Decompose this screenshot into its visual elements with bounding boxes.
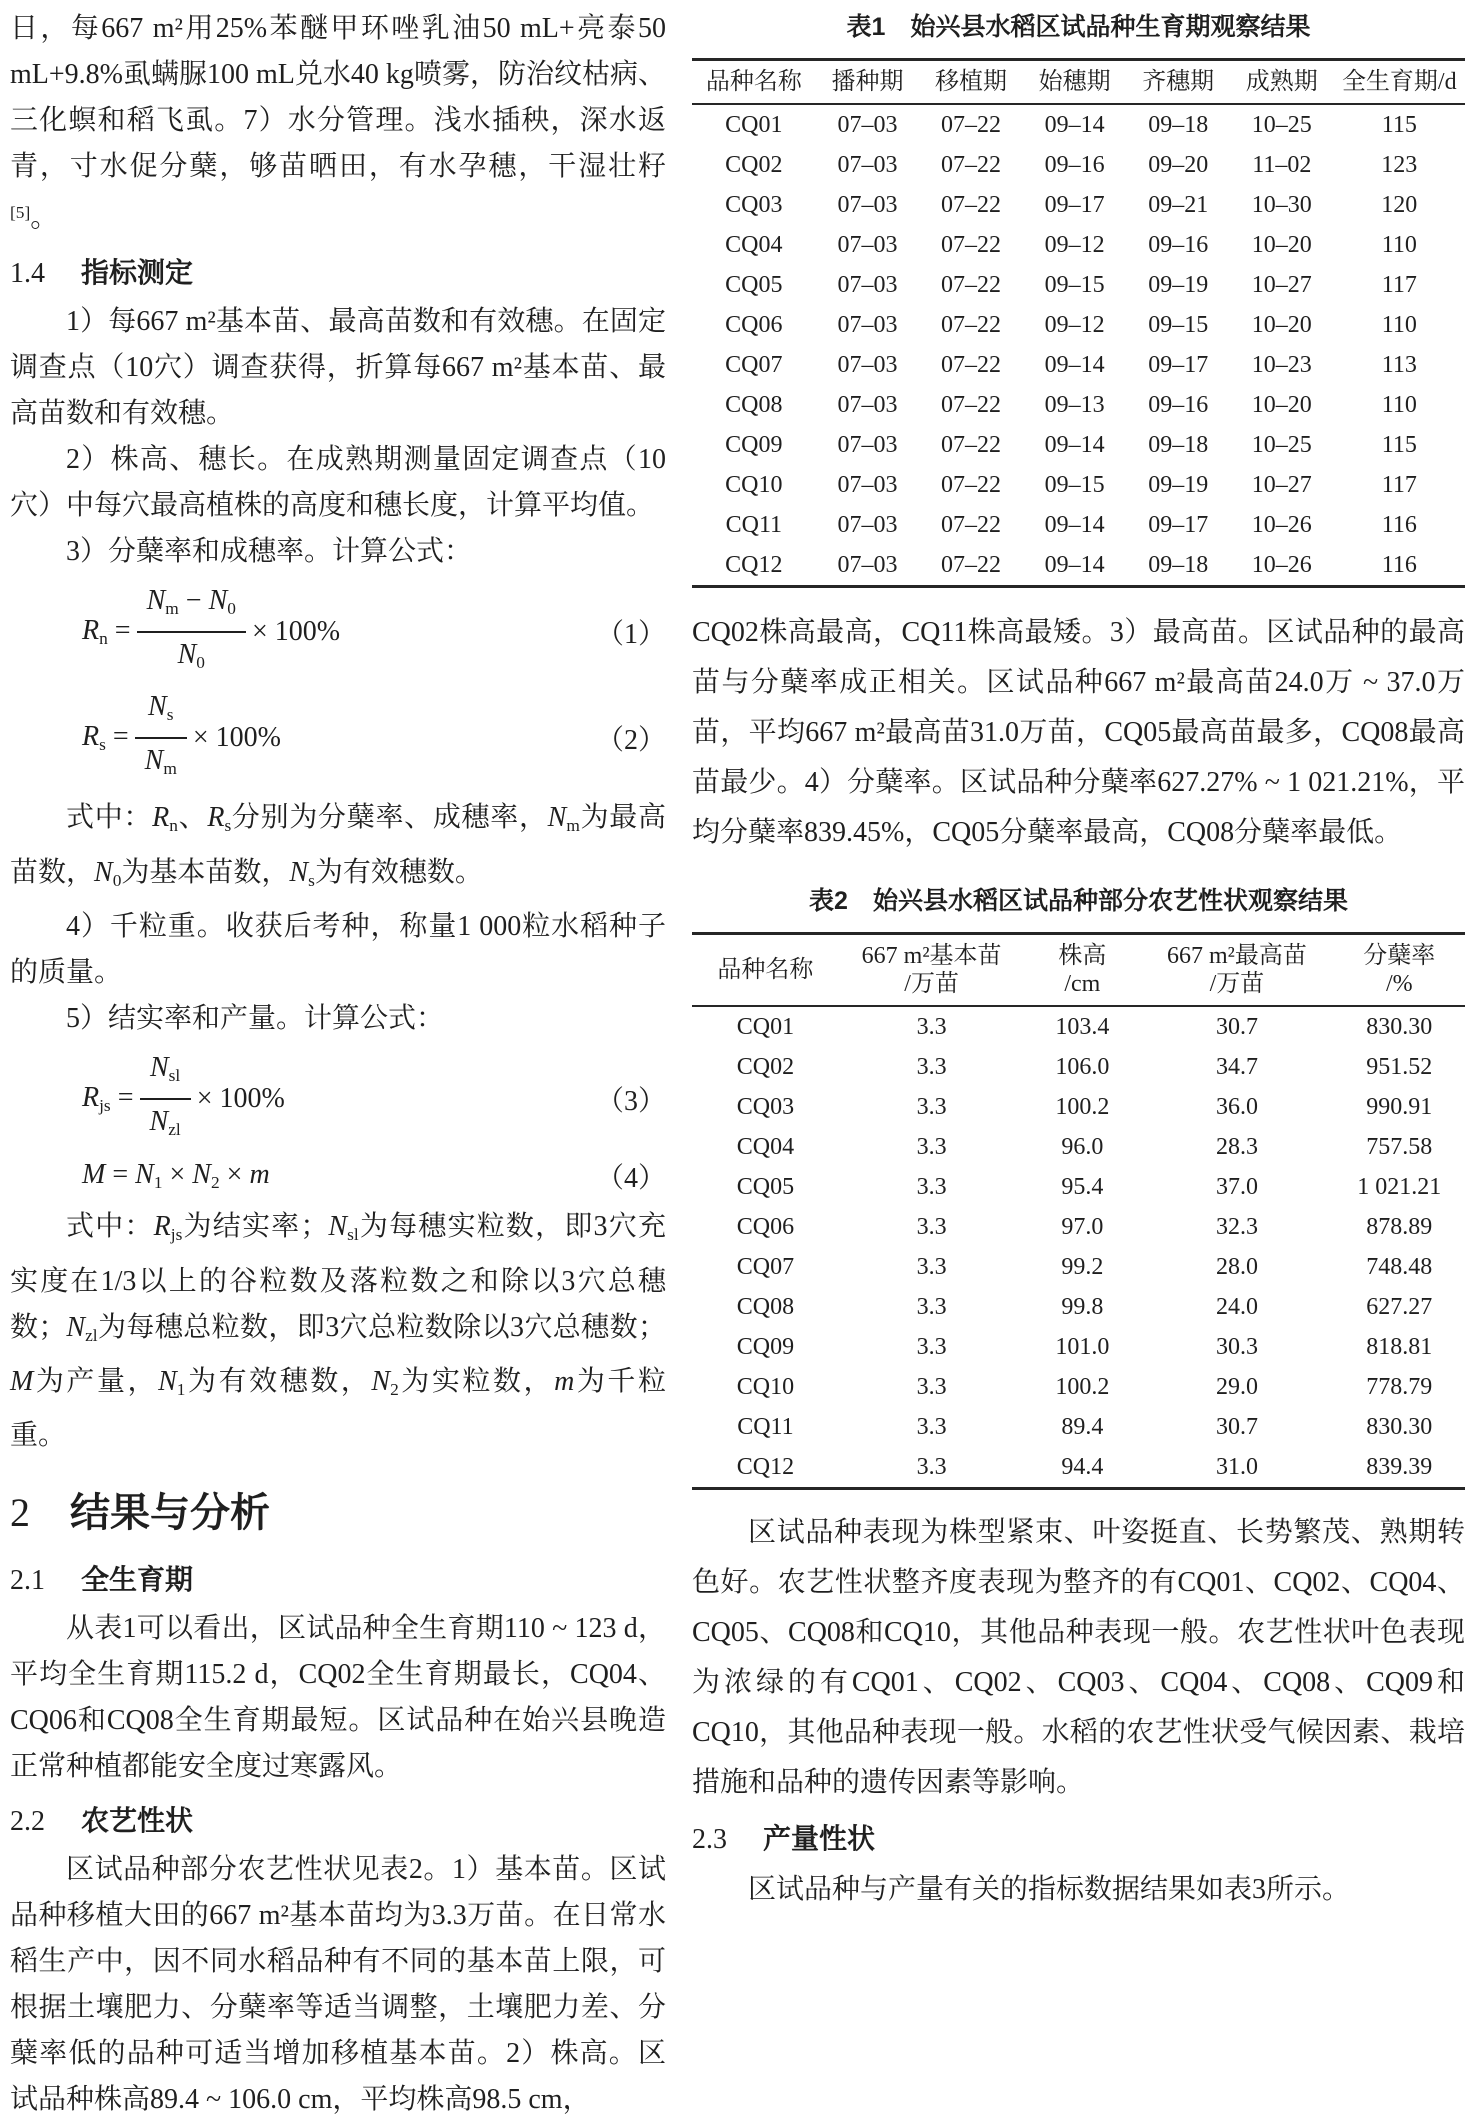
cell-full-heading-date: 09–20 (1148, 152, 1209, 178)
equation-3-body (10, 1050, 285, 1148)
header-line1: 品种名称 (717, 957, 814, 983)
cell-full-heading-date: 09–16 (1148, 232, 1209, 258)
cell-variety-name: CQ05 (736, 1174, 795, 1200)
cell-transplanting-date: 07–22 (941, 152, 1002, 178)
paragraph-item2: 2）株高、穗长。在成熟期测量固定调查点（10穴）中每穴最高植株的高度和穗长度，计算平均值。 (10, 443, 666, 521)
cell-variety-name: CQ09 (736, 1334, 795, 1360)
cell-variety-name: CQ12 (725, 552, 783, 578)
cell-plant-height: 103.4 (1055, 1014, 1110, 1040)
cell-max-seedlings: 36.0 (1215, 1094, 1258, 1120)
fraction-denominator: $N_{zl}$ (149, 1106, 181, 1140)
right-column (692, 6, 1465, 2123)
header-line1: 667 m²最高苗 (1167, 943, 1307, 969)
fraction-denominator: $N_0$ (177, 638, 205, 673)
fraction-numerator: $N_m - N_0$ (137, 583, 246, 633)
cell-duration-days: 120 (1381, 192, 1418, 218)
cell-basic-seedlings: 3.3 (916, 1094, 947, 1120)
table1-header-cell: 成熟期 (1230, 60, 1334, 105)
cell-variety-name: CQ02 (736, 1054, 795, 1080)
paragraph-item5: 5）结实率和产量。计算公式： (66, 1002, 445, 1034)
table1-header-cell: 始穗期 (1023, 60, 1127, 105)
cell-heading-start-date: 09–15 (1044, 472, 1105, 498)
cell-sowing-date: 07–03 (837, 312, 898, 338)
cell-variety-name: CQ01 (736, 1014, 795, 1040)
cell-full-heading-date: 09–19 (1148, 272, 1209, 298)
table1-header-cell: 移植期 (919, 60, 1023, 105)
table-row (692, 1287, 1465, 1327)
table-row (692, 225, 1465, 265)
cell-full-heading-date: 09–15 (1148, 312, 1209, 338)
section-title: 产量性状 (763, 1823, 876, 1854)
cell-tillering-rate: 748.48 (1366, 1254, 1433, 1280)
cell-full-heading-date: 09–17 (1148, 512, 1209, 538)
paragraph-table2-analysis: 区试品种表现为株型紧束、叶姿挺直、长势繁茂、熟期转色好。农艺性状整齐度表现为整齐的有CQ01、CQ02、CQ04、CQ05、CQ08和CQ10，其他品种表现一般。农艺性状叶色表现为浓绿的有CQ01、CQ02、CQ03、CQ04、CQ08、CQ09和CQ10，其他品种表现一般。水稻的农艺性状受气候因素、栽培措施和品种的遗传因素等影响。 (692, 1517, 1465, 1798)
cell-heading-start-date: 09–12 (1044, 232, 1105, 258)
cell-max-seedlings: 28.0 (1215, 1254, 1258, 1280)
cell-variety-name: CQ08 (736, 1294, 795, 1320)
cell-tillering-rate: 818.81 (1366, 1334, 1433, 1360)
paragraph-formula-note-1: 式中：$R_n$、$R_s$分别为分蘖率、成穗率，$N_m$为最高苗数，$N_0$为基本苗数，$N_s$为有效穗数。 (10, 802, 666, 890)
table1-header-row (692, 60, 1465, 105)
cell-maturity-date: 10–26 (1251, 512, 1312, 538)
table-row (692, 1327, 1465, 1367)
section-number: 1.4 (10, 257, 45, 289)
cell-full-heading-date: 09–17 (1148, 352, 1209, 378)
equation-tail: × 100% (251, 615, 341, 647)
cell-variety-name: CQ04 (736, 1134, 795, 1160)
cell-plant-height: 96.0 (1061, 1134, 1104, 1160)
cell-transplanting-date: 07–22 (941, 552, 1002, 578)
cell-basic-seedlings: 3.3 (916, 1414, 947, 1440)
header-line2: /万苗 (1209, 971, 1265, 997)
cell-duration-days: 113 (1381, 352, 1417, 378)
cell-heading-start-date: 09–14 (1044, 512, 1105, 538)
cell-transplanting-date: 07–22 (941, 432, 1002, 458)
equation-3 (10, 1050, 666, 1148)
cell-basic-seedlings: 3.3 (916, 1214, 947, 1240)
paragraph-item3: 3）分蘖率和成穗率。计算公式： (66, 535, 473, 567)
cell-variety-name: CQ11 (725, 512, 783, 538)
cell-plant-height: 99.2 (1061, 1254, 1104, 1280)
cell-variety-name: CQ06 (725, 312, 783, 338)
equation-1 (10, 583, 666, 681)
paragraph-growth-period: 从表1可以看出，区试品种全生育期110 ~ 123 d，平均全生育期115.2 d，CQ02全生育期最长，CQ04、CQ06和CQ08全生育期最短。区试品种在始兴县晚造正常种植都能安全度过寒露风。 (10, 1612, 666, 1782)
cell-max-seedlings: 34.7 (1215, 1054, 1258, 1080)
cell-variety-name: CQ08 (725, 392, 783, 418)
equation-number: （3） (595, 1086, 666, 1118)
table1-header-cell: 播种期 (816, 60, 920, 105)
table1-header-cell: 齐穗期 (1126, 60, 1230, 105)
table-row (692, 145, 1465, 185)
section-heading-2 (10, 1487, 666, 1539)
cell-variety-name: CQ04 (725, 232, 783, 258)
cell-transplanting-date: 07–22 (941, 472, 1002, 498)
cell-heading-start-date: 09–14 (1044, 432, 1105, 458)
table-row (692, 1167, 1465, 1207)
table1-body (692, 104, 1465, 587)
cell-max-seedlings: 30.7 (1215, 1014, 1258, 1040)
cell-heading-start-date: 09–14 (1044, 112, 1105, 138)
cell-variety-name: CQ03 (736, 1094, 795, 1120)
cell-sowing-date: 07–03 (837, 152, 898, 178)
cell-full-heading-date: 09–16 (1148, 392, 1209, 418)
table-row (692, 1247, 1465, 1287)
cell-heading-start-date: 09–15 (1044, 272, 1105, 298)
header-line2: /cm (1064, 971, 1101, 997)
cell-transplanting-date: 07–22 (941, 112, 1002, 138)
cell-tillering-rate: 1 021.21 (1357, 1174, 1442, 1200)
cell-max-seedlings: 37.0 (1215, 1174, 1258, 1200)
equation-number: （4） (595, 1163, 666, 1195)
cell-duration-days: 117 (1381, 272, 1417, 298)
cell-transplanting-date: 07–22 (941, 392, 1002, 418)
cell-maturity-date: 10–25 (1251, 432, 1312, 458)
cell-basic-seedlings: 3.3 (916, 1334, 947, 1360)
cell-tillering-rate: 878.89 (1366, 1214, 1433, 1240)
cell-heading-start-date: 09–12 (1044, 312, 1105, 338)
equation-lhs: $R_s$ = (82, 721, 129, 755)
cell-sowing-date: 07–03 (837, 192, 898, 218)
cell-sowing-date: 07–03 (837, 472, 898, 498)
fraction-denominator: $N_m$ (144, 745, 177, 779)
cell-heading-start-date: 09–14 (1044, 552, 1105, 578)
table-row (692, 185, 1465, 225)
equation-tail: × 100% (192, 722, 281, 754)
cell-tillering-rate: 757.58 (1366, 1134, 1433, 1160)
section-title: 农艺性状 (81, 1804, 194, 1836)
header-line2: /万苗 (904, 971, 959, 997)
cell-sowing-date: 07–03 (837, 232, 898, 258)
table-row (692, 1006, 1465, 1047)
fraction-numerator: $N_s$ (135, 689, 187, 739)
section-heading-2-2 (10, 1798, 666, 1845)
table2-header-cell (1334, 934, 1465, 1007)
section-title: 全生育期 (81, 1563, 194, 1595)
section-heading-1-4 (10, 250, 666, 297)
section-heading-2-1 (10, 1557, 666, 1604)
table-row (692, 1407, 1465, 1447)
table-row (692, 1447, 1465, 1489)
cell-basic-seedlings: 3.3 (916, 1174, 947, 1200)
table1-growth-period (692, 58, 1465, 588)
cell-variety-name: CQ06 (736, 1214, 795, 1240)
cell-duration-days: 110 (1381, 392, 1417, 418)
cell-transplanting-date: 07–22 (941, 232, 1002, 258)
cell-maturity-date: 10–20 (1251, 312, 1312, 338)
section-heading-2-3 (692, 1816, 1465, 1863)
cell-plant-height: 101.0 (1055, 1334, 1110, 1360)
table2-header-row (692, 934, 1465, 1007)
fraction-numerator: $N_{sl}$ (140, 1050, 191, 1100)
paragraph-item4: 4）千粒重。收获后考种，称量1 000粒水稻种子的质量。 (10, 910, 666, 988)
equation-4 (10, 1156, 666, 1196)
table-row (692, 505, 1465, 545)
cell-duration-days: 110 (1381, 312, 1417, 338)
cell-heading-start-date: 09–13 (1044, 392, 1105, 418)
cell-plant-height: 89.4 (1061, 1414, 1104, 1440)
cell-plant-height: 95.4 (1061, 1174, 1104, 1200)
cell-maturity-date: 10–30 (1251, 192, 1312, 218)
table-row (692, 465, 1465, 505)
cell-transplanting-date: 07–22 (941, 352, 1002, 378)
cell-sowing-date: 07–03 (837, 392, 898, 418)
cell-basic-seedlings: 3.3 (916, 1054, 947, 1080)
cell-duration-days: 117 (1381, 472, 1417, 498)
cell-full-heading-date: 09–18 (1148, 552, 1209, 578)
table2-agronomic-traits (692, 932, 1465, 1490)
cell-tillering-rate: 951.52 (1366, 1054, 1433, 1080)
equation-lhs: $R_{js}$ = (82, 1081, 134, 1116)
cell-variety-name: CQ11 (737, 1414, 794, 1440)
cell-variety-name: CQ07 (725, 352, 783, 378)
table2-body (692, 1006, 1465, 1489)
table2-header-cell (1140, 934, 1333, 1007)
cell-variety-name: CQ01 (725, 112, 783, 138)
cell-maturity-date: 10–26 (1251, 552, 1312, 578)
cell-basic-seedlings: 3.3 (916, 1374, 947, 1400)
cell-max-seedlings: 30.3 (1215, 1334, 1258, 1360)
cell-full-heading-date: 09–19 (1148, 472, 1209, 498)
cell-tillering-rate: 839.39 (1366, 1454, 1433, 1480)
table-row (692, 345, 1465, 385)
cell-duration-days: 116 (1381, 512, 1417, 538)
cell-tillering-rate: 830.30 (1366, 1014, 1433, 1040)
paragraph-pest-control: 日，每667 m²用25%苯醚甲环唑乳油50 mL+亮泰50 mL+9.8%虱螨脲100 mL兑水40 kg喷雾，防治纹枯病、三化螟和稻飞虱。7）水分管理。浅水插秧，深水返青，寸水促分蘖，够苗晒田，有水孕穗，干湿壮籽[5]。 (10, 13, 666, 234)
cell-maturity-date: 10–27 (1251, 472, 1312, 498)
table-row (692, 305, 1465, 345)
cell-plant-height: 100.2 (1055, 1374, 1110, 1400)
table2-header-cell (1024, 934, 1140, 1007)
table2-header-cell (839, 934, 1025, 1007)
cell-sowing-date: 07–03 (837, 112, 898, 138)
cell-max-seedlings: 31.0 (1215, 1454, 1258, 1480)
table2-header (692, 934, 1465, 1007)
cell-max-seedlings: 28.3 (1215, 1134, 1258, 1160)
cell-basic-seedlings: 3.3 (916, 1294, 947, 1320)
cell-max-seedlings: 29.0 (1215, 1374, 1258, 1400)
header-line1: 分蘖率 (1363, 943, 1436, 969)
equation-1-body (10, 583, 340, 681)
cell-duration-days: 116 (1381, 552, 1417, 578)
equation-2-body (10, 689, 281, 787)
equation-2 (10, 689, 666, 787)
cell-variety-name: CQ12 (736, 1454, 795, 1480)
cell-tillering-rate: 830.30 (1366, 1414, 1433, 1440)
cell-max-seedlings: 24.0 (1215, 1294, 1258, 1320)
cell-transplanting-date: 07–22 (941, 312, 1002, 338)
cell-plant-height: 94.4 (1061, 1454, 1104, 1480)
cell-heading-start-date: 09–14 (1044, 352, 1105, 378)
cell-duration-days: 115 (1381, 432, 1417, 458)
cell-full-heading-date: 09–18 (1148, 112, 1209, 138)
cell-plant-height: 100.2 (1055, 1094, 1110, 1120)
table-row (692, 425, 1465, 465)
cell-tillering-rate: 990.91 (1366, 1094, 1433, 1120)
table-row (692, 1367, 1465, 1407)
cell-full-heading-date: 09–18 (1148, 432, 1209, 458)
cell-sowing-date: 07–03 (837, 432, 898, 458)
cell-basic-seedlings: 3.3 (916, 1014, 947, 1040)
equation-number: （2） (595, 725, 666, 757)
cell-maturity-date: 10–25 (1251, 112, 1312, 138)
cell-plant-height: 106.0 (1055, 1054, 1110, 1080)
section-number: 2.3 (692, 1824, 727, 1855)
table-row (692, 1127, 1465, 1167)
table1-header (692, 60, 1465, 105)
cell-duration-days: 110 (1381, 232, 1417, 258)
section-number: 2.2 (10, 1805, 45, 1837)
cell-variety-name: CQ02 (725, 152, 783, 178)
table1-title: 表1 始兴县水稻区试品种生育期观察结果 (846, 13, 1311, 41)
fraction (137, 583, 246, 681)
header-line1: 株高 (1058, 943, 1107, 969)
cell-transplanting-date: 07–22 (941, 192, 1002, 218)
cell-plant-height: 99.8 (1061, 1294, 1104, 1320)
fraction (135, 689, 187, 787)
cell-variety-name: CQ10 (736, 1374, 795, 1400)
paragraph-item1: 1）每667 m²基本苗、最高苗数和有效穗。在固定调查点（10穴）调查获得，折算每667 m²基本苗、最高苗数和有效穗。 (10, 305, 666, 429)
table-row (692, 1087, 1465, 1127)
cell-transplanting-date: 07–22 (941, 272, 1002, 298)
paragraph-yield-traits: 区试品种与产量有关的指标数据结果如表3所示。 (748, 1874, 1351, 1905)
header-line1: 667 m²基本苗 (861, 943, 1002, 969)
table-row (692, 265, 1465, 305)
cell-basic-seedlings: 3.3 (916, 1454, 947, 1480)
section-number: 2 (10, 1489, 30, 1535)
section-number: 2.1 (10, 1564, 45, 1596)
section-title: 指标测定 (81, 256, 194, 288)
paragraph-formula-note-2: 式中：$R_{js}$为结实率；$N_{sl}$为每穗实粒数，即3穴充实度在1/3以上的谷粒数及落粒数之和除以3穴总穗数；$N_{zl}$为每穗总粒数，即3穴总粒数除以3穴总穗数；M为产量，$N_1$为有效穗数，$N_2$为实粒数，m为千粒重。 (10, 1211, 666, 1451)
cell-maturity-date: 11–02 (1252, 152, 1312, 178)
cell-variety-name: CQ09 (725, 432, 783, 458)
cell-basic-seedlings: 3.3 (916, 1134, 947, 1160)
cell-variety-name: CQ05 (725, 272, 783, 298)
cell-variety-name: CQ03 (725, 192, 783, 218)
cell-maturity-date: 10–27 (1251, 272, 1312, 298)
cell-maturity-date: 10–23 (1251, 352, 1312, 378)
paragraph-agronomic-traits: 区试品种部分农艺性状见表2。1）基本苗。区试品种移植大田的667 m²基本苗均为3.3万苗。在日常水稻生产中，因不同水稻品种有不同的基本苗上限，可根据土壤肥力、分蘖率等适当调整，土壤肥力差、分蘖率低的品种可适当增加移植基本苗。2）株高。区试品种株高89.4 ~ 106.0 cm，平均株高98.5 cm， (10, 1853, 666, 2115)
table-row (692, 385, 1465, 425)
fraction (140, 1050, 191, 1148)
cell-max-seedlings: 30.7 (1215, 1414, 1258, 1440)
cell-heading-start-date: 09–17 (1044, 192, 1105, 218)
cell-duration-days: 115 (1381, 112, 1417, 138)
equation-lhs: $R_n$ = (82, 614, 131, 648)
cell-basic-seedlings: 3.3 (916, 1254, 947, 1280)
equation-number: （1） (595, 618, 666, 650)
paragraph-table1-analysis: CQ02株高最高，CQ11株高最矮。3）最高苗。区试品种的最高苗与分蘖率成正相关。区试品种667 m²最高苗24.0万 ~ 37.0万苗，平均667 m²最高苗31.0万苗，CQ05最高苗最多，CQ08最高苗最少。4）分蘖率。区试品种分蘖率627.27% ~ 1 021.21%，平均分蘖率839.45%，CQ05分蘖率最高，CQ08分蘖率最低。 (692, 617, 1465, 848)
table1-header-cell: 全生育期/d (1334, 60, 1465, 105)
table-row (692, 1207, 1465, 1247)
table2-title: 表2 始兴县水稻区试品种部分农艺性状观察结果 (809, 887, 1348, 915)
table-row (692, 104, 1465, 145)
cell-maturity-date: 10–20 (1251, 392, 1312, 418)
section-title: 结果与分析 (70, 1490, 270, 1535)
header-line2: /% (1385, 971, 1413, 997)
cell-plant-height: 97.0 (1061, 1214, 1104, 1240)
equation-tail: × 100% (196, 1083, 285, 1115)
cell-heading-start-date: 09–16 (1044, 152, 1105, 178)
cell-tillering-rate: 778.79 (1366, 1374, 1433, 1400)
left-column (10, 6, 666, 2123)
equation-4-body (10, 1159, 270, 1193)
cell-max-seedlings: 32.3 (1215, 1214, 1258, 1240)
table1-header-cell: 品种名称 (692, 60, 816, 105)
cell-variety-name: CQ07 (736, 1254, 795, 1280)
cell-full-heading-date: 09–21 (1148, 192, 1209, 218)
cell-sowing-date: 07–03 (837, 272, 898, 298)
cell-transplanting-date: 07–22 (941, 512, 1002, 538)
table-row (692, 545, 1465, 587)
cell-variety-name: CQ10 (725, 472, 783, 498)
table-row (692, 1047, 1465, 1087)
cell-sowing-date: 07–03 (837, 512, 898, 538)
equation-expression: $M = N_1 \times N_2 \times m$ (82, 1159, 270, 1193)
cell-sowing-date: 07–03 (837, 352, 898, 378)
cell-duration-days: 123 (1381, 152, 1418, 178)
cell-tillering-rate: 627.27 (1366, 1294, 1433, 1320)
table2-header-cell (692, 934, 839, 1007)
cell-maturity-date: 10–20 (1251, 232, 1312, 258)
cell-sowing-date: 07–03 (837, 552, 898, 578)
